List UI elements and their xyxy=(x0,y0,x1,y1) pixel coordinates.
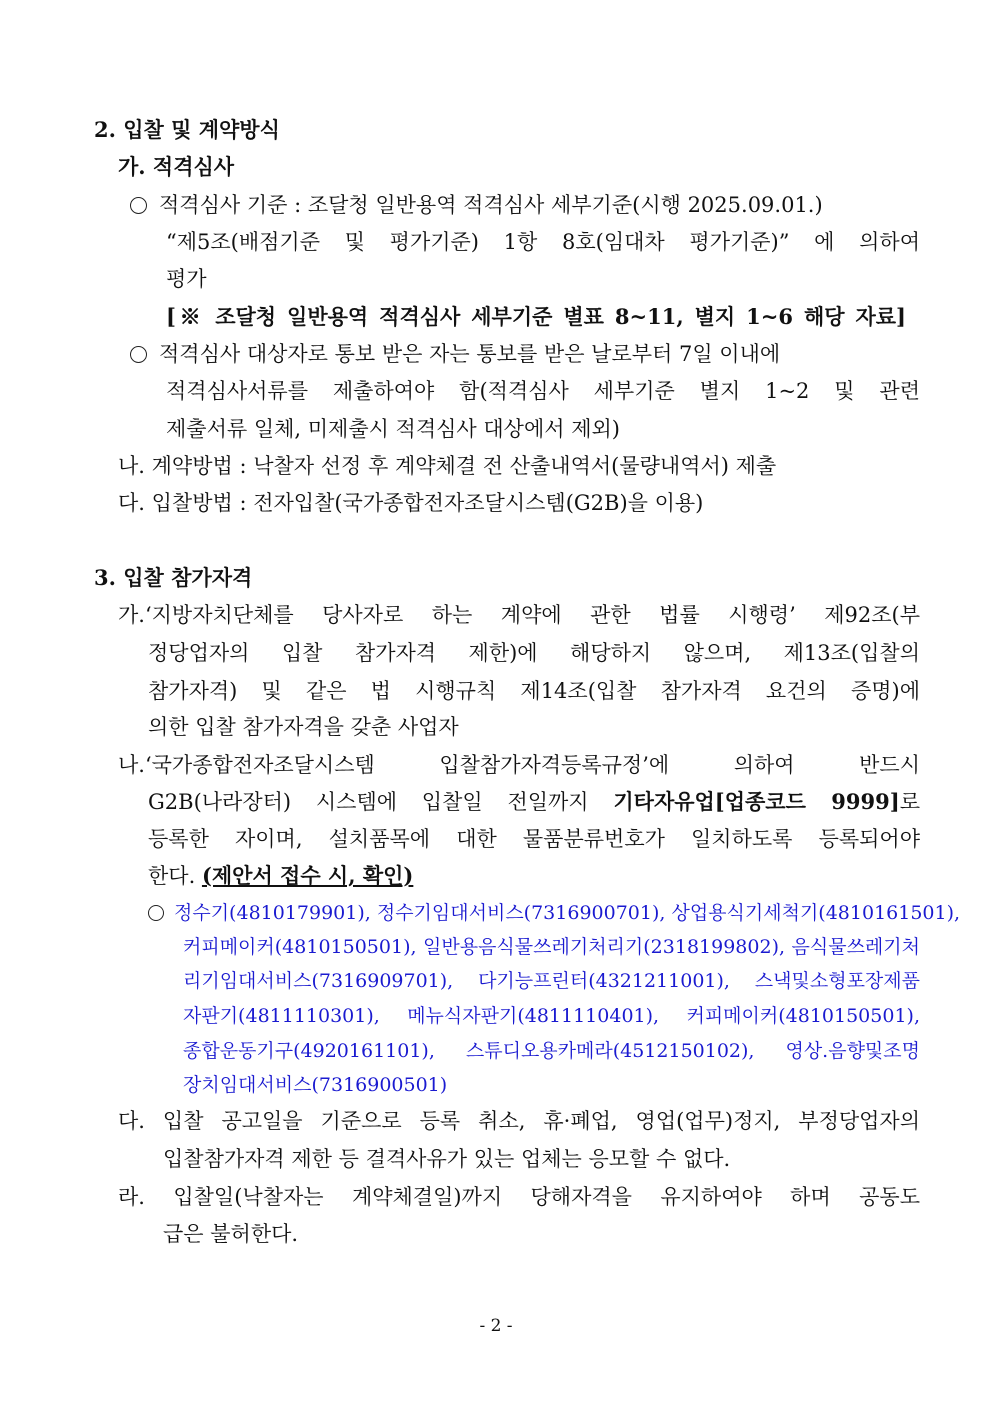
business-type-emphasis: 기타자유업[업종코드 9999] xyxy=(613,789,900,814)
item-list-line-1: 정수기(4810179901), 정수기임대서비스(7316900701), 상업용식기세척기(4810161501), xyxy=(148,899,920,927)
item-list-line-3: 리기임대서비스(7316909701), 다기능프린터(4321211001), 스낵및소형포장제품 xyxy=(183,970,920,992)
section-2-na: 나. 계약방법 : 낙찰자 선정 후 계약체결 전 산출내역서(물량내역서) 제출 xyxy=(118,454,777,478)
s3-ga-line-4: 의한 입찰 참가자격을 갖춘 사업자 xyxy=(148,715,459,739)
circle-bullet-icon xyxy=(148,905,164,921)
s3-da-line-1: 다. 입찰 공고일을 기준으로 등록 취소, 휴·폐업, 영업(업무)정지, 부정당업자의 xyxy=(118,1109,920,1133)
s3-ga-line-1: 가.‘지방자치단체를 당사자로 하는 계약에 관한 법률 시행령’ 제92조(부 xyxy=(118,603,920,627)
bullet-1-line-2: “제5조(배점기준 및 평가기준) 1항 8호(임대차 평가기준)” 에 의하여 xyxy=(166,230,920,254)
bullet-2-line-3: 제출서류 일체, 미제출시 적격심사 대상에서 제외) xyxy=(166,417,620,441)
bullet-2-line-1: 적격심사 대상자로 통보 받은 자는 통보를 받은 날로부터 7일 이내에 xyxy=(130,340,920,368)
item-list-line-5: 종합운동기구(4920161101), 스튜디오용카메라(4512150102), 영상.음향및조명 xyxy=(183,1040,920,1062)
s3-ra-line-1: 라. 입찰일(낙찰자는 계약체결일)까지 당해자격을 유지하여야 하며 공동도 xyxy=(118,1185,920,1209)
item-list-line-2: 커피메이커(4810150501), 일반용음식물쓰레기처리기(2318199802), 음식물쓰레기처 xyxy=(183,936,920,958)
item-list-line-4: 자판기(4811110301), 메뉴식자판기(4811110401), 커피메이커(4810150501), xyxy=(183,1005,920,1027)
s3-na-line-3: 등록한 자이며, 설치품목에 대한 물품분류번호가 일치하도록 등록되어야 xyxy=(148,827,920,851)
proposal-check-note: (제안서 접수 시, 확인) xyxy=(201,863,414,888)
section-2-da: 다. 입찰방법 : 전자입찰(국가종합전자조달시스템(G2B)을 이용) xyxy=(118,491,704,515)
s3-na-line-4: 한다. (제안서 접수 시, 확인) xyxy=(148,863,414,888)
section-2-ga-label: 가. 적격심사 xyxy=(118,154,235,179)
section-3-heading: 3. 입찰 참가자격 xyxy=(94,565,253,590)
s3-na-line-1: 나.‘국가종합전자조달시스템 입찰참가자격등록규정’에 의하여 반드시 xyxy=(118,753,920,777)
bullet-1-line-1: 적격심사 기준 : 조달청 일반용역 적격심사 세부기준(시행 2025.09.01.) xyxy=(130,191,920,219)
s3-ga-line-3: 참가자격) 및 같은 법 시행규칙 제14조(입찰 참가자격 요건의 증명)에 xyxy=(148,679,920,703)
s3-ra-line-2: 급은 불허한다. xyxy=(163,1222,299,1246)
page-number: - 2 - xyxy=(479,1316,513,1336)
bullet-2-line-2: 적격심사서류를 제출하여야 함(적격심사 세부기준 별지 1~2 및 관련 xyxy=(166,379,920,403)
note-line: [※ 조달청 일반용역 적격심사 세부기준 별표 8~11, 별지 1~6 해당 자료] xyxy=(166,304,906,329)
section-2-heading: 2. 입찰 및 계약방식 xyxy=(94,117,280,142)
bullet-1-line-3: 평가 xyxy=(166,267,207,291)
s3-da-line-2: 입찰참가자격 제한 등 결격사유가 있는 업체는 응모할 수 없다. xyxy=(163,1147,731,1171)
s3-ga-line-2: 정당업자의 입찰 참가자격 제한)에 해당하지 않으며, 제13조(입찰의 xyxy=(148,641,920,665)
circle-bullet-icon xyxy=(130,346,147,363)
item-list-line-6: 장치임대서비스(7316900501) xyxy=(183,1074,448,1096)
s3-na-line-2: G2B(나라장터) 시스템에 입찰일 전일까지 기타자유업[업종코드 9999]로 xyxy=(148,789,920,814)
circle-bullet-icon xyxy=(130,197,147,214)
